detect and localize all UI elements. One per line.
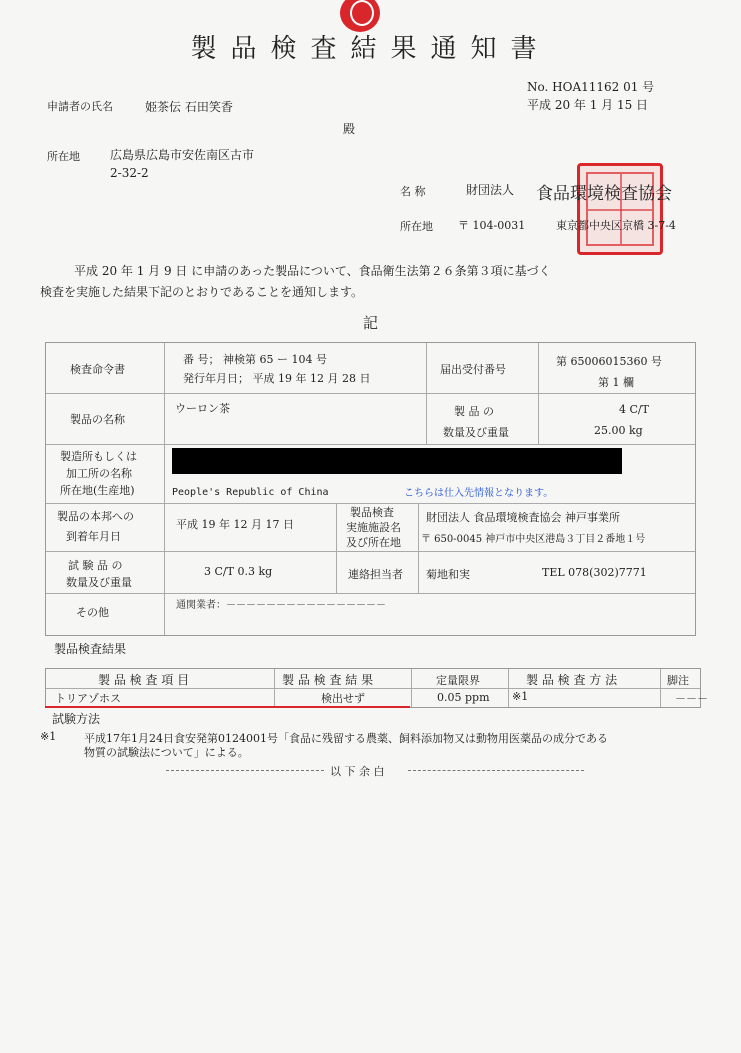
redaction-bar [172, 448, 622, 474]
results-cell-result: 検出せず [321, 692, 365, 705]
product-label: 製品の名称 [70, 413, 125, 426]
facility-label-1: 製品検査 [350, 506, 394, 519]
factory-country: People's Republic of China [172, 487, 329, 498]
body-line2: 検査を実施した結果下記のとおりであることを通知します。 [40, 285, 364, 299]
sample-label-1: 試 験 品 の [68, 559, 123, 572]
facility-name: 財団法人 食品環境検査協会 神戸事業所 [426, 511, 620, 524]
issuer-org-prefix: 財団法人 [466, 183, 515, 197]
document-date: 平成 20 年 1 月 15 日 [527, 98, 649, 112]
factory-label-2: 加工所の名称 [66, 467, 132, 480]
results-header-method: 製 品 検 査 方 法 [526, 673, 618, 687]
order-number: 番 号； 神検第 65 ー 104 号 [183, 353, 327, 366]
other-label: その他 [76, 606, 109, 619]
results-cell-item: トリアゾホス [55, 692, 121, 705]
supplier-note: こちらは仕入先情報となります。 [404, 488, 554, 499]
issuer-name-label: 名 称 [400, 185, 426, 198]
facility-address: 〒 650-0045 神戸市中央区港島３丁目２番地１号 [421, 534, 646, 545]
order-date: 発行年月日； 平成 19 年 12 月 28 日 [183, 372, 371, 385]
contact-tel: TEL 078(302)7771 [542, 566, 647, 579]
results-header-limit: 定量限界 [436, 674, 480, 687]
method-line-2: 物質の試験法について」による。 [84, 746, 249, 759]
end-dash-right [408, 770, 584, 771]
results-cell-limit: 0.05 ppm [437, 691, 490, 704]
results-header-item: 製 品 検 査 項 目 [98, 673, 190, 687]
quantity-label-1: 製 品 の [454, 405, 494, 418]
issuer-address: 東京都中央区京橋 3-7-4 [556, 219, 676, 232]
issuer-address-label: 所在地 [400, 220, 433, 233]
honorific: 殿 [343, 122, 356, 136]
quantity-value-1: 4 C/T [619, 403, 649, 416]
issuer-org-name: 食品環境検査協会 [536, 184, 672, 204]
results-cell-method: ※1 [512, 690, 529, 703]
arrival-label-2: 到着年月日 [66, 530, 121, 543]
ki-mark: 記 [363, 314, 379, 332]
end-text: 以 下 余 白 [330, 765, 385, 778]
results-header-result: 製 品 検 査 結 果 [282, 673, 374, 687]
factory-label-3: 所在地(生産地) [60, 484, 135, 497]
results-heading: 製品検査結果 [54, 642, 127, 656]
sample-quantity: 3 C/T 0.3 kg [204, 565, 273, 578]
document-title: 製品検査結果通知書 [190, 34, 551, 64]
issuer-red-seal [577, 163, 663, 255]
document-number: No. HOA11162 01 号 [527, 80, 655, 94]
method-heading: 試験方法 [52, 712, 101, 726]
issuer-postal: 〒 104-0031 [458, 219, 526, 232]
method-line-1: 平成17年1月24日食安発第0124001号「食品に残留する農薬、飼料添加物又は動物用医薬品の成分である [84, 732, 608, 745]
sample-label-2: 数量及び重量 [66, 576, 132, 589]
receipt-label: 届出受付番号 [440, 363, 506, 376]
applicant-name: 姫茶伝 石田笑香 [145, 100, 233, 114]
arrival-date: 平成 19 年 12 月 17 日 [176, 518, 294, 531]
arrival-label-1: 製品の本邦への [57, 510, 134, 523]
facility-label-3: 及び所在地 [346, 536, 401, 549]
address-line1: 広島県広島市安佐南区古市 [110, 148, 255, 162]
product-name: ウーロン茶 [175, 402, 230, 415]
address-label: 所在地 [47, 150, 80, 163]
applicant-label: 申請者の氏名 [47, 100, 113, 113]
quantity-label-2: 数量及び重量 [443, 426, 509, 439]
body-line1: 平成 20 年 1 月 9 日 に申請のあった製品について、食品衛生法第２６条第３項に基づく [74, 264, 551, 278]
results-header-footnote: 脚注 [667, 674, 689, 687]
contact-name: 菊地和実 [426, 568, 470, 581]
method-mark: ※1 [40, 730, 57, 743]
results-cell-footnote: －－－ [675, 692, 708, 705]
order-label: 検査命令書 [70, 363, 125, 376]
receipt-number: 第 65006015360 号 [556, 355, 662, 368]
quantity-value-2: 25.00 kg [594, 424, 643, 437]
red-underline [45, 706, 410, 708]
receipt-column: 第 1 欄 [598, 376, 634, 389]
contact-label: 連絡担当者 [348, 568, 403, 581]
end-dash-left [166, 770, 324, 771]
other-value: 通関業者：－－－－－－－－－－－－－－－－ [176, 600, 386, 611]
facility-label-2: 実施施設名 [346, 521, 401, 534]
address-line2: 2-32-2 [110, 166, 149, 180]
factory-label-1: 製造所もしくは [60, 450, 137, 463]
